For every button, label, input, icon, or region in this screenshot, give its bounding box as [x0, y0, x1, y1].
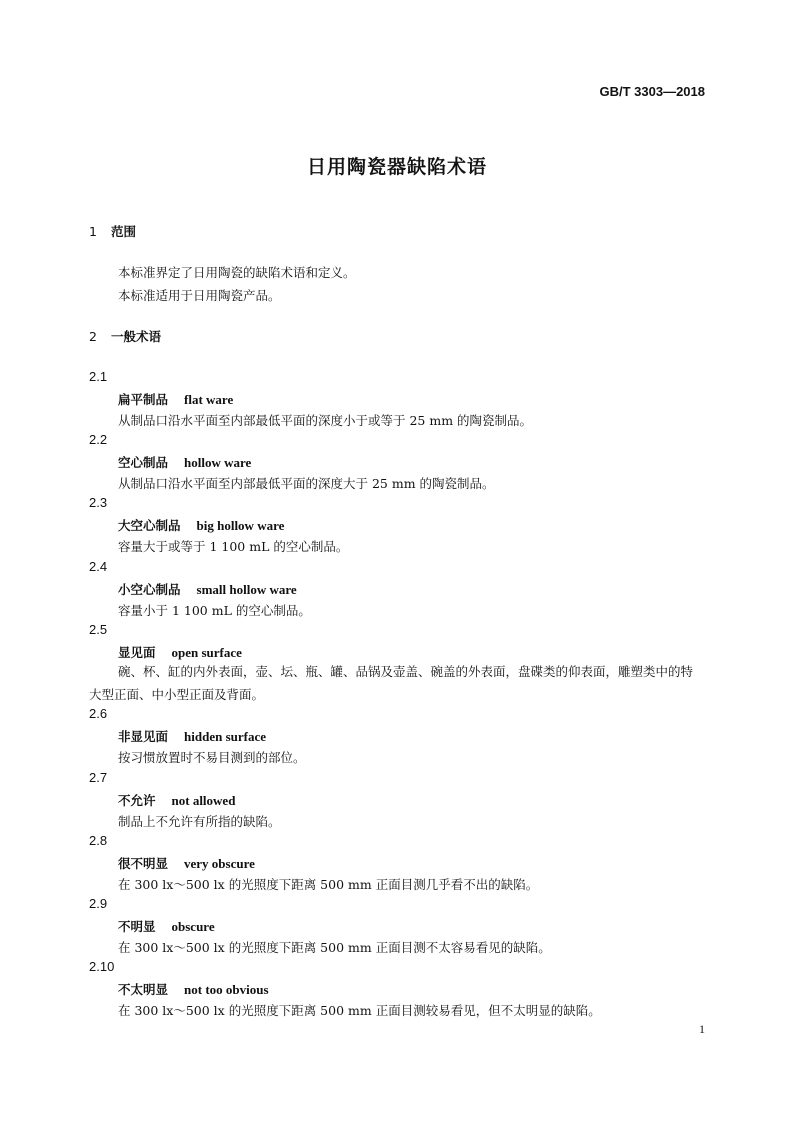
- term-heading: [118, 453, 251, 471]
- term-en: flat ware: [184, 392, 234, 407]
- term-zh: 不允许: [118, 793, 156, 808]
- term-definition: 容量大于或等于 1 100 mL 的空心制品。: [118, 539, 349, 554]
- term-definition: 在 300 lx～500 lx 的光照度下距离 500 mm 正面目测较易看见，但不太明显的缺陷。: [118, 1003, 601, 1018]
- term-en: hollow ware: [184, 455, 252, 470]
- section-number: 2: [89, 329, 97, 344]
- term-number: 2.8: [89, 833, 108, 848]
- term-number: 2.5: [89, 622, 108, 637]
- page-number: 1: [699, 1022, 705, 1036]
- section-title: 一般术语: [111, 329, 162, 344]
- term-number: 2.2: [89, 432, 108, 447]
- term-en: very obscure: [184, 856, 255, 871]
- term-en: not allowed: [171, 793, 236, 808]
- term-definition: 从制品口沿水平面至内部最低平面的深度小于或等于 25 mm 的陶瓷制品。: [118, 413, 533, 428]
- term-zh: 显见面: [118, 645, 156, 660]
- term-en: small hollow ware: [196, 582, 297, 597]
- term-zh: 不太明显: [118, 982, 169, 997]
- term-definition: 容量小于 1 100 mL 的空心制品。: [118, 603, 311, 618]
- section-heading-general-terms: [89, 327, 161, 345]
- term-number: 2.10: [89, 959, 115, 974]
- term-definition: 碗、杯、缸的内外表面，壶、坛、瓶、罐、品锅及壶盖、碗盖的外表面，盘碟类的仰表面，雕塑类中的特大型正面、中小型正面及背面。: [89, 664, 694, 702]
- section-title: 范围: [111, 224, 137, 239]
- term-zh: 大空心制品: [118, 518, 181, 533]
- term-heading: [118, 917, 215, 935]
- term-definition: 在 300 lx～500 lx 的光照度下距离 500 mm 正面目测不太容易看见的缺陷。: [118, 940, 551, 955]
- term-heading: [118, 643, 242, 661]
- document-title: 日用陶瓷器缺陷术语: [306, 156, 487, 178]
- term-heading: [118, 791, 235, 809]
- standard-code: GB/T 3303—2018: [599, 84, 705, 99]
- term-definition: 从制品口沿水平面至内部最低平面的深度大于 25 mm 的陶瓷制品。: [118, 476, 495, 491]
- term-zh: 小空心制品: [118, 582, 181, 597]
- term-number: 2.3: [89, 495, 108, 510]
- term-heading: [118, 516, 284, 534]
- term-zh: 空心制品: [118, 455, 169, 470]
- term-en: not too obvious: [184, 982, 269, 997]
- term-heading: [118, 580, 297, 598]
- term-zh: 非显见面: [118, 729, 169, 744]
- term-number: 2.7: [89, 770, 108, 785]
- term-en: hidden surface: [184, 729, 266, 744]
- term-zh: 不明显: [118, 919, 156, 934]
- term-number: 2.6: [89, 706, 108, 721]
- section-heading-scope: [89, 222, 136, 240]
- term-number: 2.1: [89, 369, 108, 384]
- term-definition: 制品上不允许有所指的缺陷。: [118, 814, 281, 829]
- term-heading: [118, 390, 233, 408]
- term-en: obscure: [171, 919, 215, 934]
- scope-paragraph: 本标准适用于日用陶瓷产品。: [118, 288, 281, 303]
- term-heading: [118, 854, 255, 872]
- term-zh: 扁平制品: [118, 392, 169, 407]
- term-number: 2.9: [89, 896, 108, 911]
- term-number: 2.4: [89, 559, 108, 574]
- term-heading: [118, 980, 269, 998]
- scope-paragraph: 本标准界定了日用陶瓷的缺陷术语和定义。: [118, 265, 356, 280]
- term-en: big hollow ware: [196, 518, 285, 533]
- term-en: open surface: [171, 645, 242, 660]
- term-zh: 很不明显: [118, 856, 169, 871]
- term-definition: 按习惯放置时不易目测到的部位。: [118, 750, 306, 765]
- section-number: 1: [89, 224, 97, 239]
- term-heading: [118, 727, 266, 745]
- term-definition: 在 300 lx～500 lx 的光照度下距离 500 mm 正面目测几乎看不出的缺陷。: [118, 877, 539, 892]
